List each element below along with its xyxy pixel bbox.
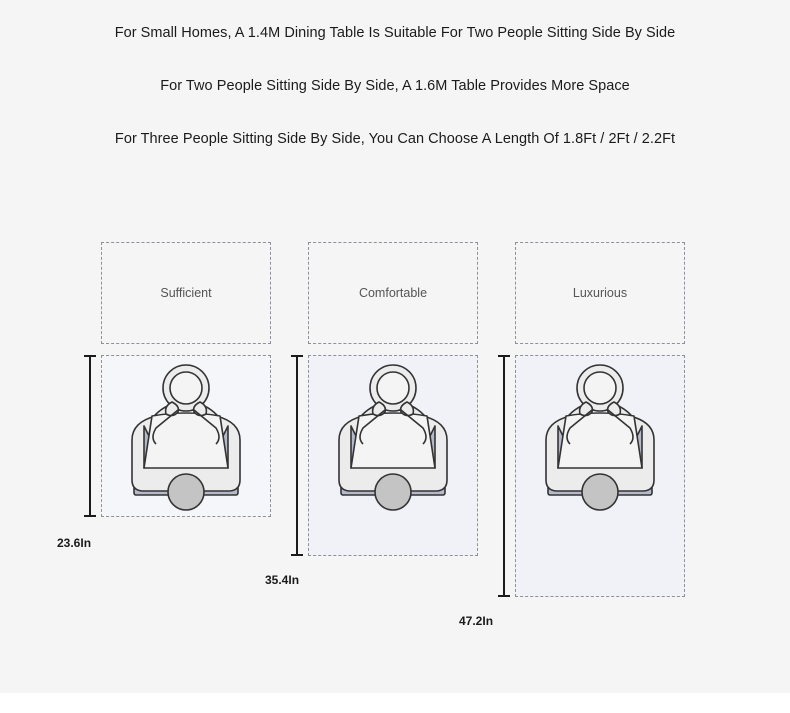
heading-line-2: For Two People Sitting Side By Side, A 1.6M Table Provides More Space [160, 78, 630, 94]
person-at-table-icon [126, 360, 246, 520]
dimension-label-comfortable: 35.4In [265, 573, 300, 587]
heading-line-1: For Small Homes, A 1.4M Dining Table Is Suitable For Two People Sitting Side By Side [114, 25, 676, 41]
option-label-luxurious: Luxurious [515, 242, 685, 344]
dimension-label-sufficient: 23.6In [57, 536, 92, 550]
heading-line-3: For Three People Sitting Side By Side, You Can Choose A Length Of 1.8Ft / 2Ft / 2.2Ft [114, 131, 676, 147]
dimension-label-luxurious: 47.2In [459, 614, 494, 628]
option-label-sufficient: Sufficient [101, 242, 271, 344]
dimension-bar-luxurious [494, 350, 514, 602]
person-at-table-icon [540, 360, 660, 520]
dimension-bar-sufficient [80, 350, 100, 522]
person-at-table-icon [333, 360, 453, 520]
option-label-comfortable: Comfortable [308, 242, 478, 344]
dimension-bar-comfortable [287, 350, 307, 562]
